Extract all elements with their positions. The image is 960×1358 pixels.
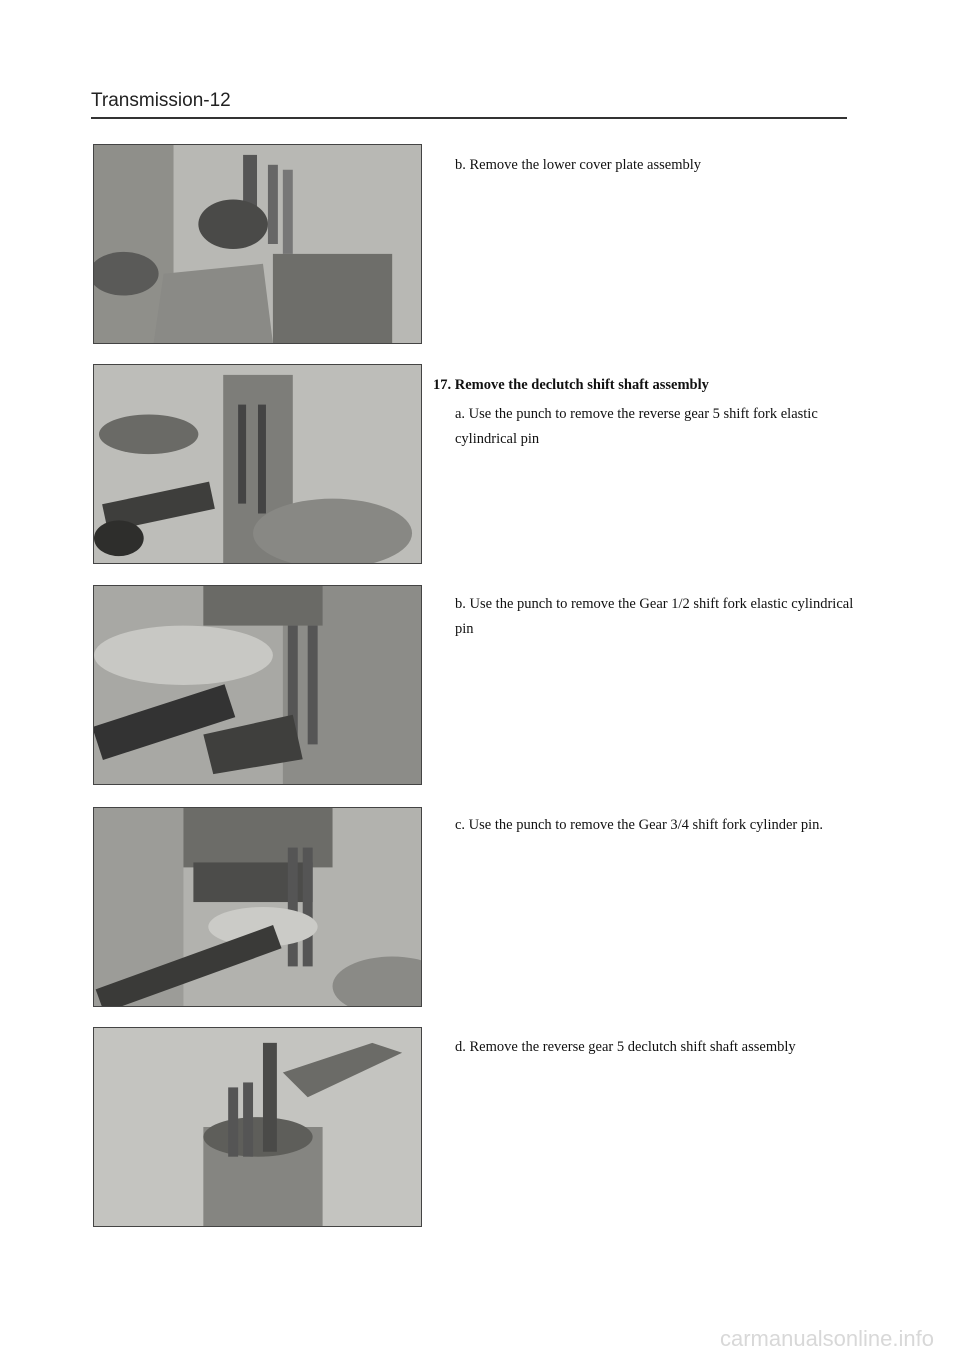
photo-gear-12-pin xyxy=(93,585,422,785)
caption-gear-34-pin: c. Use the punch to remove the Gear 3/4 shift fork cylinder pin. xyxy=(455,817,824,833)
photo-reverse-shaft-assembly xyxy=(93,1027,422,1227)
header-divider xyxy=(91,117,847,119)
photo-lower-cover-plate xyxy=(93,144,422,344)
caption-gear-12-pin: b. Use the punch to remove the Gear 1/2 shift fork elastic cylindrical pin xyxy=(455,596,854,637)
caption-reverse-shaft-assembly: d. Remove the reverse gear 5 declutch shift shaft assembly xyxy=(455,1039,796,1055)
page-title: Transmission-12 xyxy=(91,90,231,111)
caption-reverse-gear-pin: a. Use the punch to remove the reverse gear 5 shift fork elastic cylindrical pin xyxy=(455,406,818,447)
footer-watermark: carmanualsonline.info xyxy=(719,1326,934,1351)
photo-reverse-gear-pin xyxy=(93,364,422,564)
photo-gear-34-pin xyxy=(93,807,422,1007)
caption-lower-cover-plate: b. Remove the lower cover plate assembly xyxy=(455,157,702,173)
step-17-heading: 17. Remove the declutch shift shaft assembly xyxy=(433,377,709,393)
